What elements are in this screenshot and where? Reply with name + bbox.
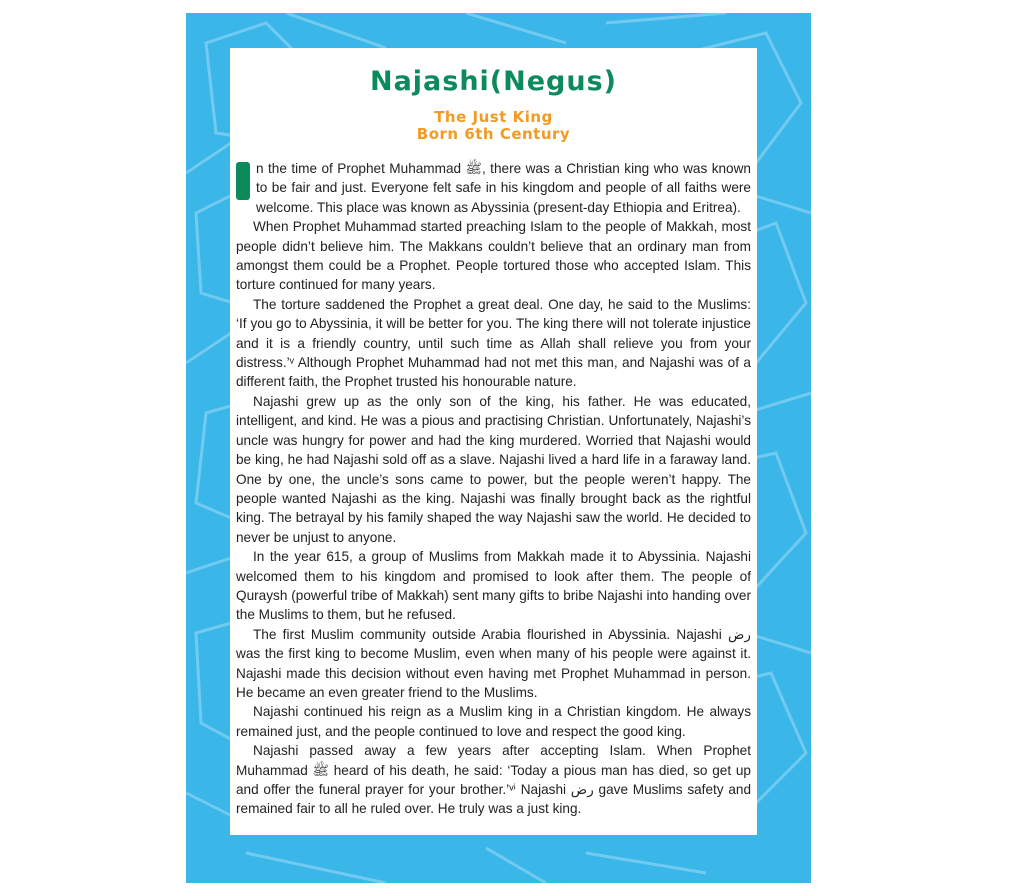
paragraph: When Prophet Muhammad started preaching Islam to the people of Makkah, most people didn’t believe him. The Makkans couldn’t believe that an ordinary man from amongst them could be a Prophet. People tortured those who accepted Islam. This torture continued for many years. (236, 219, 751, 293)
paragraph: The first Muslim community outside Arabia flourished in Abyssinia. Najashi رض was the first king to become Muslim, even when many of his people were against it. Najashi made this decision without even having met Prophet Muhammad in person. He became an even greater friend to the Muslims. (236, 626, 751, 700)
page-subtitle (236, 109, 751, 143)
paragraph: The torture saddened the Prophet a great deal. One day, he said to the Muslims: ‘If you go to Abyssinia, it will be better for you. The king there will not tolerate injustice and it is a friendly country, until such time as Allah shall relieve you from your distress.’ᵛ Although Prophet Muhammad had not met this man, and Najashi was of a different faith, the Prophet trusted his honourable nature. (236, 296, 751, 390)
subtitle-line-1: The Just King (434, 108, 553, 126)
paragraph: Najashi passed away a few years after accepting Islam. When Prophet Muhammad ﷺ heard of his death, he said: ‘Today a pious man has died, so get up and offer the funeral prayer for your brother.’ᵛⁱ Najashi رض gave Muslims safety and remained fair to all he ruled over. He truly was a just king. (236, 743, 751, 817)
paragraph (236, 159, 751, 217)
paragraph-text: n the time of Prophet Muhammad ﷺ, there was a Christian king who was known to be fair and just. Everyone felt safe in his kingdom and people of all faiths were welcome. This place was known as Abyssinia (present-day Ethiopia and Eritrea). (256, 161, 751, 215)
subtitle-line-2: Born 6th Century (416, 125, 571, 143)
paragraph: Najashi continued his reign as a Muslim king in a Christian kingdom. He always remained just, and the people continued to love and respect the good king. (236, 704, 751, 739)
dropcap-block (236, 162, 250, 200)
paragraph: In the year 615, a group of Muslims from Makkah made it to Abyssinia. Najashi welcomed them to his kingdom and promised to look after them. The people of Quraysh (powerful tribe of Makkah) sent many gifts to bribe Najashi into handing over the Muslims to them, but he refused. (236, 549, 751, 623)
page-title (236, 66, 751, 97)
page-content-panel (230, 48, 757, 835)
title-text: Najashi⁡(Negus) (369, 66, 618, 97)
paragraph: Najashi grew up as the only son of the king, his father. He was educated, intelligent, and kind. He was a pious and practising Christian. Unfortunately, Najashi’s uncle was hungry for power and had the king murdered. Worried that Najashi would be king, he had Najashi sold off as a slave. Najashi lived a hard life in a faraway land. One by one, the uncle’s sons came to power, but the people weren’t happy. The people wanted Najashi as the king. Najashi was finally brought back as the rightful king. The betrayal by his family shaped the way Najashi saw the world. He decided to never be unjust to anyone. (236, 393, 751, 545)
article-body (236, 159, 751, 819)
